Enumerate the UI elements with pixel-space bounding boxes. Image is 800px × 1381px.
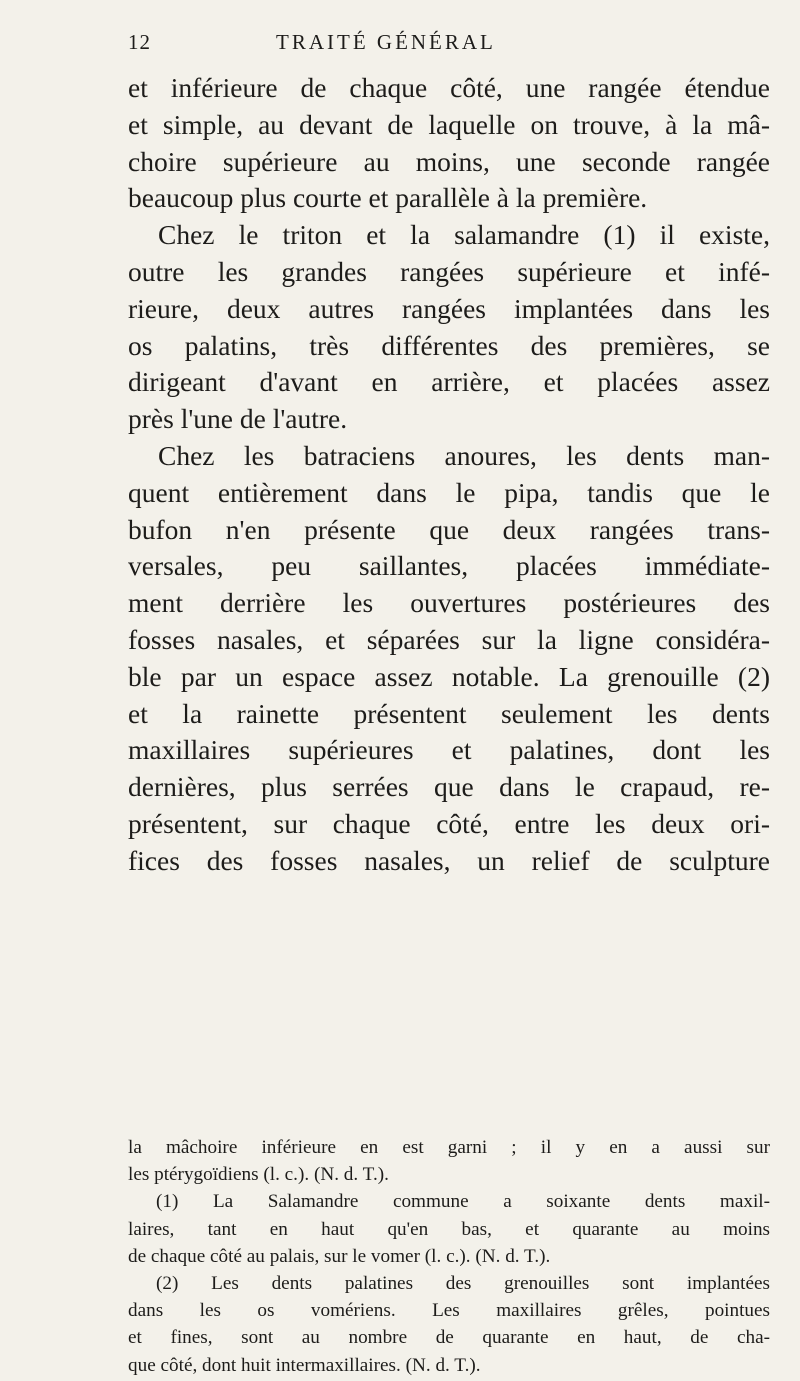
text-line: beaucoup plus courte et parallèle à la première.: [128, 182, 648, 214]
text-line: bufon n'en présente que deux rangées trans-: [128, 513, 770, 545]
text-line: Chez le triton et la salamandre (1) il existe,: [158, 219, 770, 251]
footnote-line: laires, tant en haut qu'en bas, et quarante au moins: [128, 1218, 770, 1240]
text-line: présentent, sur chaque côté, entre les deux ori-: [128, 807, 770, 839]
text-line: et inférieure de chaque côté, une rangée étendue: [128, 72, 770, 103]
footnotes: [128, 1134, 770, 1379]
page-header: [128, 30, 768, 62]
text-line: quent entièrement dans le pipa, tandis que le: [128, 476, 770, 508]
footnote-line: les ptérygoïdiens (l. c.). (N. d. T.).: [128, 1164, 389, 1186]
text-line: maxillaires supérieures et palatines, dont les: [128, 734, 770, 766]
text-line: ble par un espace assez notable. La grenouille (2): [128, 660, 770, 692]
text-line: Chez les batraciens anoures, les dents man-: [158, 439, 770, 471]
text-line: rieure, deux autres rangées implantées dans les: [128, 292, 770, 324]
footnote-line: (2) Les dents palatines des grenouilles sont implantées: [156, 1273, 770, 1295]
text-line: et la rainette présentent seulement les dents: [128, 697, 770, 729]
page-number: 12: [128, 30, 151, 54]
text-line: versales, peu saillantes, placées immédiate-: [128, 550, 770, 582]
footnote-line: de chaque côté au palais, sur le vomer (l. c.). (N. d. T.).: [128, 1245, 551, 1267]
text-line: près l'une de l'autre.: [128, 403, 348, 435]
text-line: ment derrière les ouvertures postérieures des: [128, 587, 770, 619]
text-line: dernières, plus serrées que dans le crapaud, re-: [128, 771, 770, 803]
footnote-line: la mâchoire inférieure en est garni ; il y en a aussi sur: [128, 1137, 770, 1158]
running-title: TRAITÉ GÉNÉRAL: [276, 30, 496, 54]
text-line: et simple, au devant de laquelle on trouve, à la mâ-: [128, 108, 770, 140]
text-line: dirigeant d'avant en arrière, et placées assez: [128, 366, 770, 398]
text-line: outre les grandes rangées supérieure et infé-: [128, 255, 770, 287]
text-line: fices des fosses nasales, un relief de sculpture: [128, 844, 770, 876]
footnote-line: (1) La Salamandre commune a soixante dents maxil-: [156, 1191, 770, 1213]
text-line: choire supérieure au moins, une seconde rangée: [128, 145, 770, 177]
text-line: fosses nasales, et séparées sur la ligne considéra-: [128, 623, 770, 655]
footnote-line: et fines, sont au nombre de quarante en haut, de cha-: [128, 1327, 770, 1349]
text-line: os palatins, très différentes des premières, se: [128, 329, 770, 361]
footnote-line: que côté, dont huit intermaxillaires. (N. d. T.).: [128, 1354, 481, 1376]
footnote-line: dans les os vomériens. Les maxillaires grêles, pointues: [128, 1300, 770, 1322]
main-text: [128, 70, 770, 880]
